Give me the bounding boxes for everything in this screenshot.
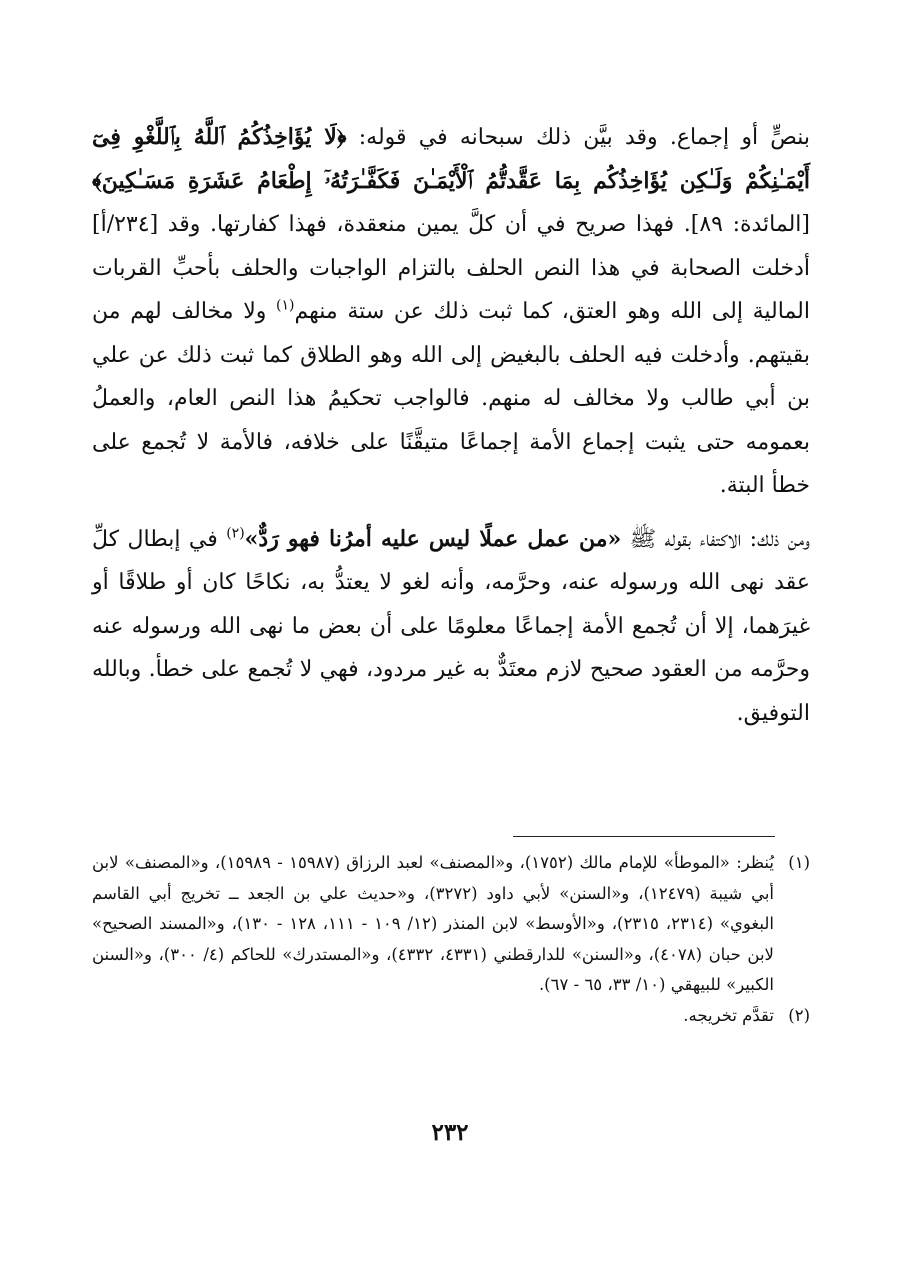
footnote-ref-2: (٢) [226, 525, 245, 542]
footnote-text: يُنظر: «الموطأ» للإمام مالك (١٧٥٢)، و«المصنف» لعبد الرزاق (١٥٩٨٧ - ١٥٩٨٩)، و«المصنف» لابن أبي شيبة (١٢٤٧٩)، و«السنن» لأبي داود (٣٢٧٢)، و«حديث علي بن الجعد ــ تخريج أبي القاسم البغوي» (٢٣١٤، ٢٣١٥)، و«الأوسط» لابن المنذر (١٢/ ١٠٩ - ١١١، ١٢٨ - ١٣٠)، و«المسند الصحيح» لابن حبان (٤٠٧٨)، و«السنن» للدارقطني (٤٣٣١، ٤٣٣٢)، و«المستدرك» للحاكم (٤/ ٣٠٠)، و«السنن الكبير» للبيهقي (١٠/ ٣٣، ٦٥ - ٦٧). [92, 853, 775, 994]
paragraph-1-intro: بنصٍّ أو إجماع. وقد بيَّن ذلك سبحانه في قوله: [346, 125, 811, 150]
hadith-quote: «من عمل عملًا ليس عليه أمرُنا فهو رَدٌّ» [244, 525, 622, 552]
paragraph-1 [92, 116, 810, 508]
paragraph-2 [92, 518, 810, 736]
paragraph-1-end: ولا مخالف لهم من بقيتهم. وأدخلت فيه الحلف بالبغيض إلى الله وهو الطلاق كما ثبت ذلك عن علي بن أبي طالب ولا مخالف له منهم. فالواجب تحكيمُ هذا النص العام، والعملُ بعمومه حتى يثبت إجماع الأمة إجماعًا متيقَّنًا على خلافه، فالأمة لا تُجمع على خطأ البتة. [92, 299, 810, 498]
paragraph-2-intro: ومن ذلك: الاكتفاء بقوله ﷺ [621, 526, 811, 552]
paragraph-2-rest: في إبطال كلِّ عقد نهى الله ورسوله عنه، وحرَّمه، وأنه لغو لا يعتدُّ به، نكاحًا كان أو طلاقًا أو غيرَهما، إلا أن تُجمع الأمة إجماعًا معلومًا على أن بعض ما نهى الله ورسوله عنه وحرَّمه من العقود صحيح لازم معتَدٌّ به غير مردود، فهي لا تُجمع على خطأ. وبالله التوفيق. [92, 526, 810, 726]
footnote-divider [513, 836, 775, 837]
main-text [92, 116, 810, 735]
footnote-2 [92, 1001, 810, 1032]
footnote-number: (٢) [788, 1005, 810, 1025]
footnote-text: تقدَّم تخريجه. [683, 1005, 774, 1025]
quran-verse: ﴿لَا يُؤَاخِذُكُمُ ٱللَّهُ بِٱللَّغْوِ فِىٓ أَيْمَـٰنِكُمْ وَلَـٰكِن يُؤَاخِذُكُم بِمَا عَقَّدتُّمُ ٱلْأَيْمَـٰنَ فَكَفَّـٰرَتُهُۥٓ إِطْعَامُ عَشَرَةِ مَسَـٰكِينَ﴾ [92, 124, 810, 194]
footnote-number: (١) [788, 853, 810, 872]
paragraph-1-rest: [المائدة: ٨٩]. فهذا صريح في أن كلَّ يمين منعقدة، فهذا كفارتها. وقد [٢٣٤/أ] أدخلت الصحابة في هذا النص الحلف بالتزام الواجبات والحلف بأحبِّ القربات المالية إلى الله وهو العتق، كما ثبت ذلك عن ستة منهم [92, 212, 810, 324]
page-number: ٢٣٢ [431, 1119, 469, 1146]
footnote-1 [92, 848, 810, 1001]
footnotes [92, 848, 810, 1031]
footnote-ref-1: (١) [276, 297, 295, 314]
